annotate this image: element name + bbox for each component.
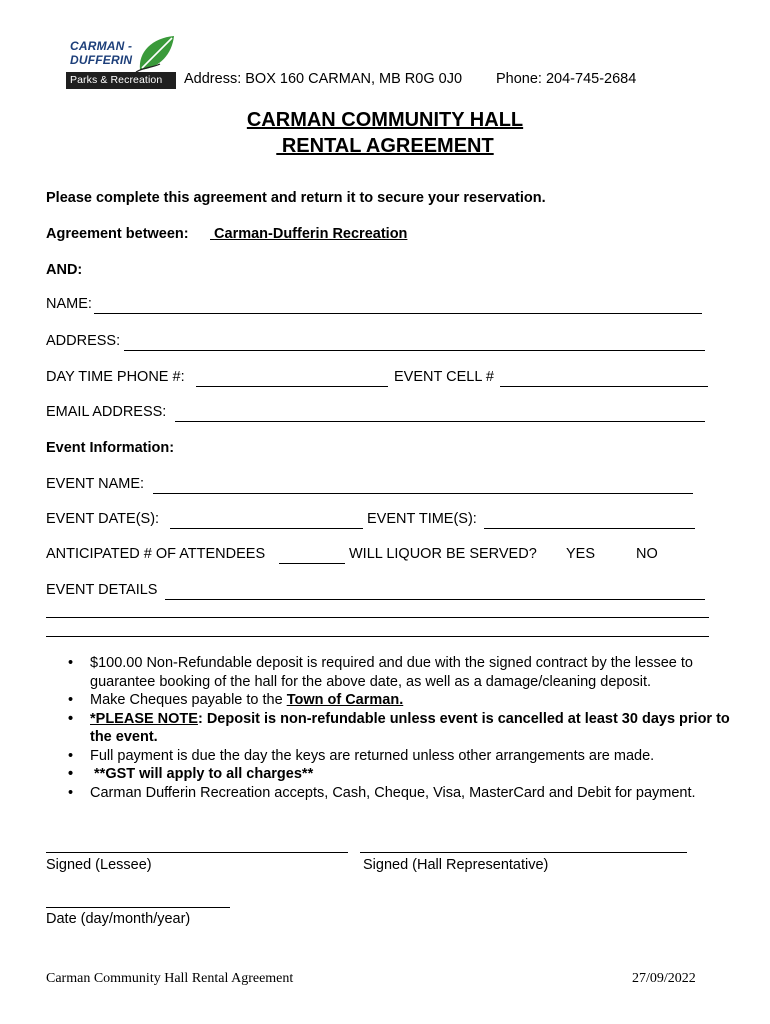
hall-rep-signature-label: Signed (Hall Representative) <box>363 857 549 873</box>
event-times-label: EVENT TIME(S): <box>367 511 477 527</box>
day-phone-label: DAY TIME PHONE #: <box>46 369 185 385</box>
event-dates-label: EVENT DATE(S): <box>46 511 160 527</box>
date-label: Date (day/month/year) <box>46 911 191 927</box>
title-line-1: CARMAN COMMUNITY HALL <box>246 109 524 131</box>
bullet-icon: • <box>68 784 74 801</box>
name-field[interactable] <box>94 313 702 314</box>
lessee-signature-field[interactable] <box>46 852 348 853</box>
bullet-icon: • <box>68 766 74 782</box>
agreement-between-label: Agreement between: <box>46 226 189 242</box>
liquor-yes-option[interactable]: YES <box>566 546 596 562</box>
date-field[interactable] <box>46 907 230 908</box>
list-item <box>46 691 736 710</box>
list-item <box>46 765 736 784</box>
event-info-heading: Event Information: <box>46 440 175 456</box>
and-label: AND: <box>46 262 83 278</box>
term-full-payment: Full payment is due the day the keys are returned unless other arrangements are made. <box>90 747 655 764</box>
event-name-label: EVENT NAME: <box>46 476 145 492</box>
logo-line-2: DUFFERIN <box>70 53 133 67</box>
leaf-icon <box>134 34 178 74</box>
email-label: EMAIL ADDRESS: <box>46 404 167 420</box>
liquor-no-option[interactable]: NO <box>636 546 658 562</box>
term-note-label: *PLEASE NOTE <box>90 710 198 727</box>
event-name-field[interactable] <box>153 493 693 494</box>
intro-text: Please complete this agreement and return it to secure your reservation. <box>46 190 546 206</box>
bullet-icon: • <box>68 710 74 727</box>
liquor-label: WILL LIQUOR BE SERVED? <box>349 546 537 562</box>
attendees-field[interactable] <box>279 563 345 564</box>
term-cheques-payee: Town of Carman. <box>286 692 404 708</box>
logo-bar-text: Parks & Recreation <box>70 74 163 86</box>
bullet-icon: • <box>68 747 74 764</box>
list-item <box>46 784 736 803</box>
term-note-text: : Deposit is non-refundable unless event is cancelled at least 30 days prior to the event. <box>90 710 730 745</box>
event-details-field-1[interactable] <box>165 599 705 600</box>
name-label: NAME: <box>46 296 92 312</box>
event-details-field-3[interactable] <box>46 636 709 637</box>
list-item <box>46 710 736 747</box>
hall-rep-signature-field[interactable] <box>360 852 687 853</box>
bullet-icon: • <box>68 692 74 708</box>
list-item <box>46 654 736 691</box>
terms-list <box>46 654 736 802</box>
day-phone-field[interactable] <box>196 386 388 387</box>
address-field[interactable] <box>124 350 705 351</box>
attendees-label: ANTICIPATED # OF ATTENDEES <box>46 546 266 562</box>
footer-date: 27/09/2022 <box>632 971 696 986</box>
term-payment-methods: Carman Dufferin Recreation accepts, Cash, Cheque, Visa, MasterCard and Debit for payment. <box>90 784 696 801</box>
term-gst: **GST will apply to all charges** <box>90 766 314 782</box>
logo-bar <box>66 72 176 89</box>
term-cheques: Make Cheques payable to the <box>90 692 287 708</box>
bullet-icon: • <box>68 655 74 671</box>
event-details-label: EVENT DETAILS <box>46 582 158 598</box>
title-line-2: RENTAL AGREEMENT <box>276 135 494 157</box>
header-address: Address: BOX 160 CARMAN, MB R0G 0J0 <box>184 71 463 87</box>
carman-dufferin-logo <box>66 34 178 90</box>
agreement-between-value: Carman-Dufferin Recreation <box>214 226 408 242</box>
list-item <box>46 747 736 766</box>
event-times-field[interactable] <box>484 528 695 529</box>
header-phone: Phone: 204-745-2684 <box>496 71 637 87</box>
term-deposit: $100.00 Non-Refundable deposit is required and due with the signed contract by the lessee to guarantee booking of the hall for the above date, as well as a damage/cleaning deposit. <box>90 655 693 690</box>
footer-title: Carman Community Hall Rental Agreement <box>46 971 294 986</box>
lessee-signature-label: Signed (Lessee) <box>46 857 152 873</box>
event-cell-field[interactable] <box>500 386 708 387</box>
event-cell-label: EVENT CELL # <box>394 369 494 385</box>
address-label: ADDRESS: <box>46 333 121 349</box>
logo-line-1: CARMAN - <box>70 39 133 53</box>
event-dates-field[interactable] <box>170 528 363 529</box>
email-field[interactable] <box>175 421 705 422</box>
event-details-field-2[interactable] <box>46 617 709 618</box>
